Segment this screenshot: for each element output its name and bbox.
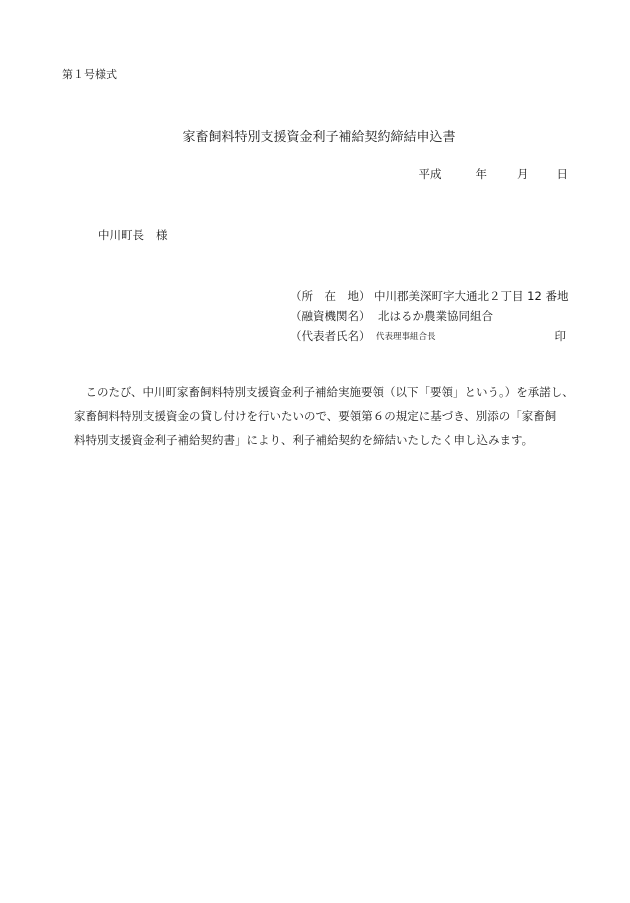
form-number: 第１号様式 (62, 68, 117, 81)
institution-label: （融資機関名） (290, 309, 371, 323)
seal-mark: 印 (554, 329, 566, 343)
addressee-honorific: 様 (156, 228, 168, 242)
representative-label: （代表者氏名） (290, 329, 371, 343)
institution-row (290, 306, 570, 326)
date-month: 月 (517, 167, 529, 181)
address-row (290, 286, 570, 306)
addressee-name: 中川町長 (98, 228, 144, 242)
body-line: 料特別支援資金利子補給契約書」により、利子補給契約を締結いたしたく申し込みます。 (74, 433, 534, 447)
date-era: 平成 (418, 167, 442, 181)
representative-value: 代表理事組合長 (376, 332, 436, 342)
date-year: 年 (475, 167, 487, 181)
date-line (419, 166, 569, 182)
body-paragraph (74, 380, 574, 452)
body-line: 家畜飼料特別支援資金の貸し付けを行いたいので、要領第６の規定に基づき、別添の「家畜飼 (74, 409, 557, 423)
address-label: （所 在 地） (290, 289, 371, 303)
address-value: 中川郡美深町字大通北２丁目 12 番地 (374, 289, 569, 303)
representative-row (290, 326, 570, 346)
document-title: 家畜飼料特別支援資金利子補給契約締結申込書 (182, 130, 456, 145)
applicant-block (290, 286, 570, 346)
addressee (98, 227, 168, 243)
date-day: 日 (556, 167, 568, 181)
body-line: このたび、中川町家畜飼料特別支援資金利子補給実施要領（以下「要領」という。）を承諾し、 (74, 385, 574, 399)
institution-value: 北はるか農業協同組合 (378, 309, 493, 323)
